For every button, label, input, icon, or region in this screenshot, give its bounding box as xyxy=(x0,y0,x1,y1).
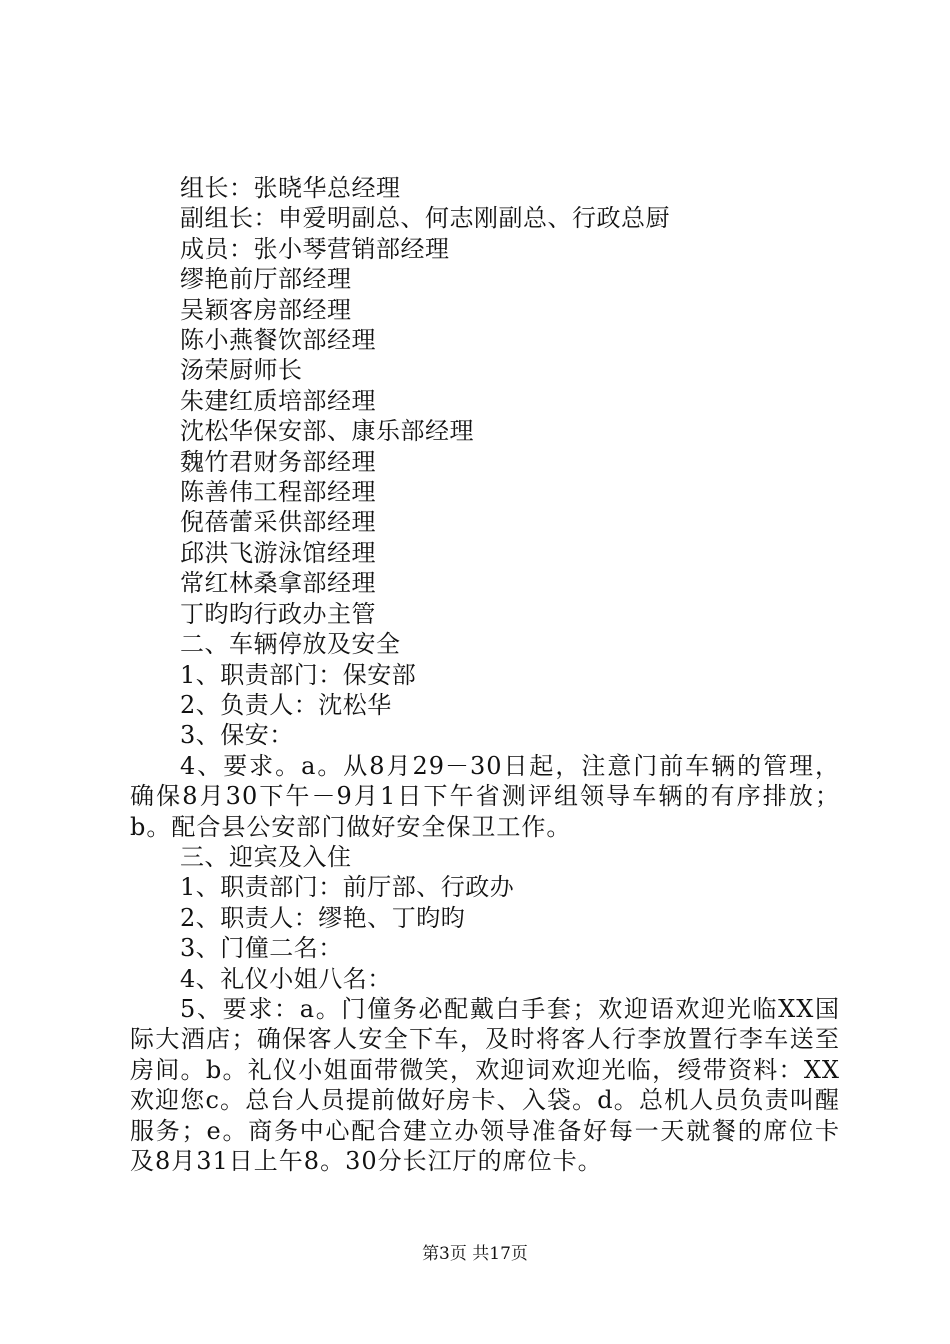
text-line: 陈善伟工程部经理 xyxy=(180,478,376,507)
text-line: 3、门僮二名： xyxy=(180,934,343,963)
text-line: 缪艳前厅部经理 xyxy=(180,265,352,294)
text-line: 汤荣厨师长 xyxy=(180,356,303,385)
text-line: 组长：张晓华总经理 xyxy=(180,174,401,202)
section-heading: 三、迎宾及入住 xyxy=(180,842,352,871)
text-line: 2、负责人：沈松华 xyxy=(180,690,392,719)
text-line: 副组长：申爱明副总、何志刚副总、行政总厨 xyxy=(180,204,670,233)
text-line: 丁昀昀行政办主管 xyxy=(180,599,376,628)
section-heading: 二、车辆停放及安全 xyxy=(180,630,401,659)
page-number: 第3页 共17页 xyxy=(422,1244,528,1264)
text-line: 1、职责部门：前厅部、行政办 xyxy=(180,873,515,902)
text-line: 常红林桑拿部经理 xyxy=(180,569,376,598)
text-line: 邱洪飞游泳馆经理 xyxy=(180,538,376,567)
paragraph-parking-requirements: 4、要求。a。从8月29－30日起，注意门前车辆的管理，确保8月30下午－9月1日下午省测评组领导车辆的有序排放；b。配合县公安部门做好安全保卫工作。 xyxy=(130,751,840,841)
text-line: 陈小燕餐饮部经理 xyxy=(180,326,376,355)
text-line: 沈松华保安部、康乐部经理 xyxy=(180,417,474,446)
text-line: 3、保安： xyxy=(180,721,294,750)
text-line: 倪蓓蕾采供部经理 xyxy=(180,508,376,537)
text-line: 魏竹君财务部经理 xyxy=(180,447,376,476)
text-line: 吴颖客房部经理 xyxy=(180,295,352,324)
paragraph-welcome-requirements: 5、要求：a。门僮务必配戴白手套；欢迎语欢迎光临XX国际大酒店；确保客人安全下车，及时将客人行李放置行李车送至房间。b。礼仪小姐面带微笑，欢迎词欢迎光临，绶带资料：XX欢迎您c。总台人员提前做好房卡、入袋。d。总机人员负责叫醒服务；e。商务中心配合建立办领导准备好每一天就餐的席位卡及8月31日上午8。30分长江厅的席位卡。 xyxy=(130,994,840,1175)
text-line: 4、礼仪小姐八名： xyxy=(180,964,392,993)
text-line: 成员：张小琴营销部经理 xyxy=(180,234,450,263)
text-line: 朱建红质培部经理 xyxy=(180,386,376,415)
text-line: 2、职责人：缪艳、丁昀昀 xyxy=(180,903,466,932)
document-body xyxy=(130,173,840,1176)
text-line: 1、职责部门：保安部 xyxy=(180,660,417,689)
